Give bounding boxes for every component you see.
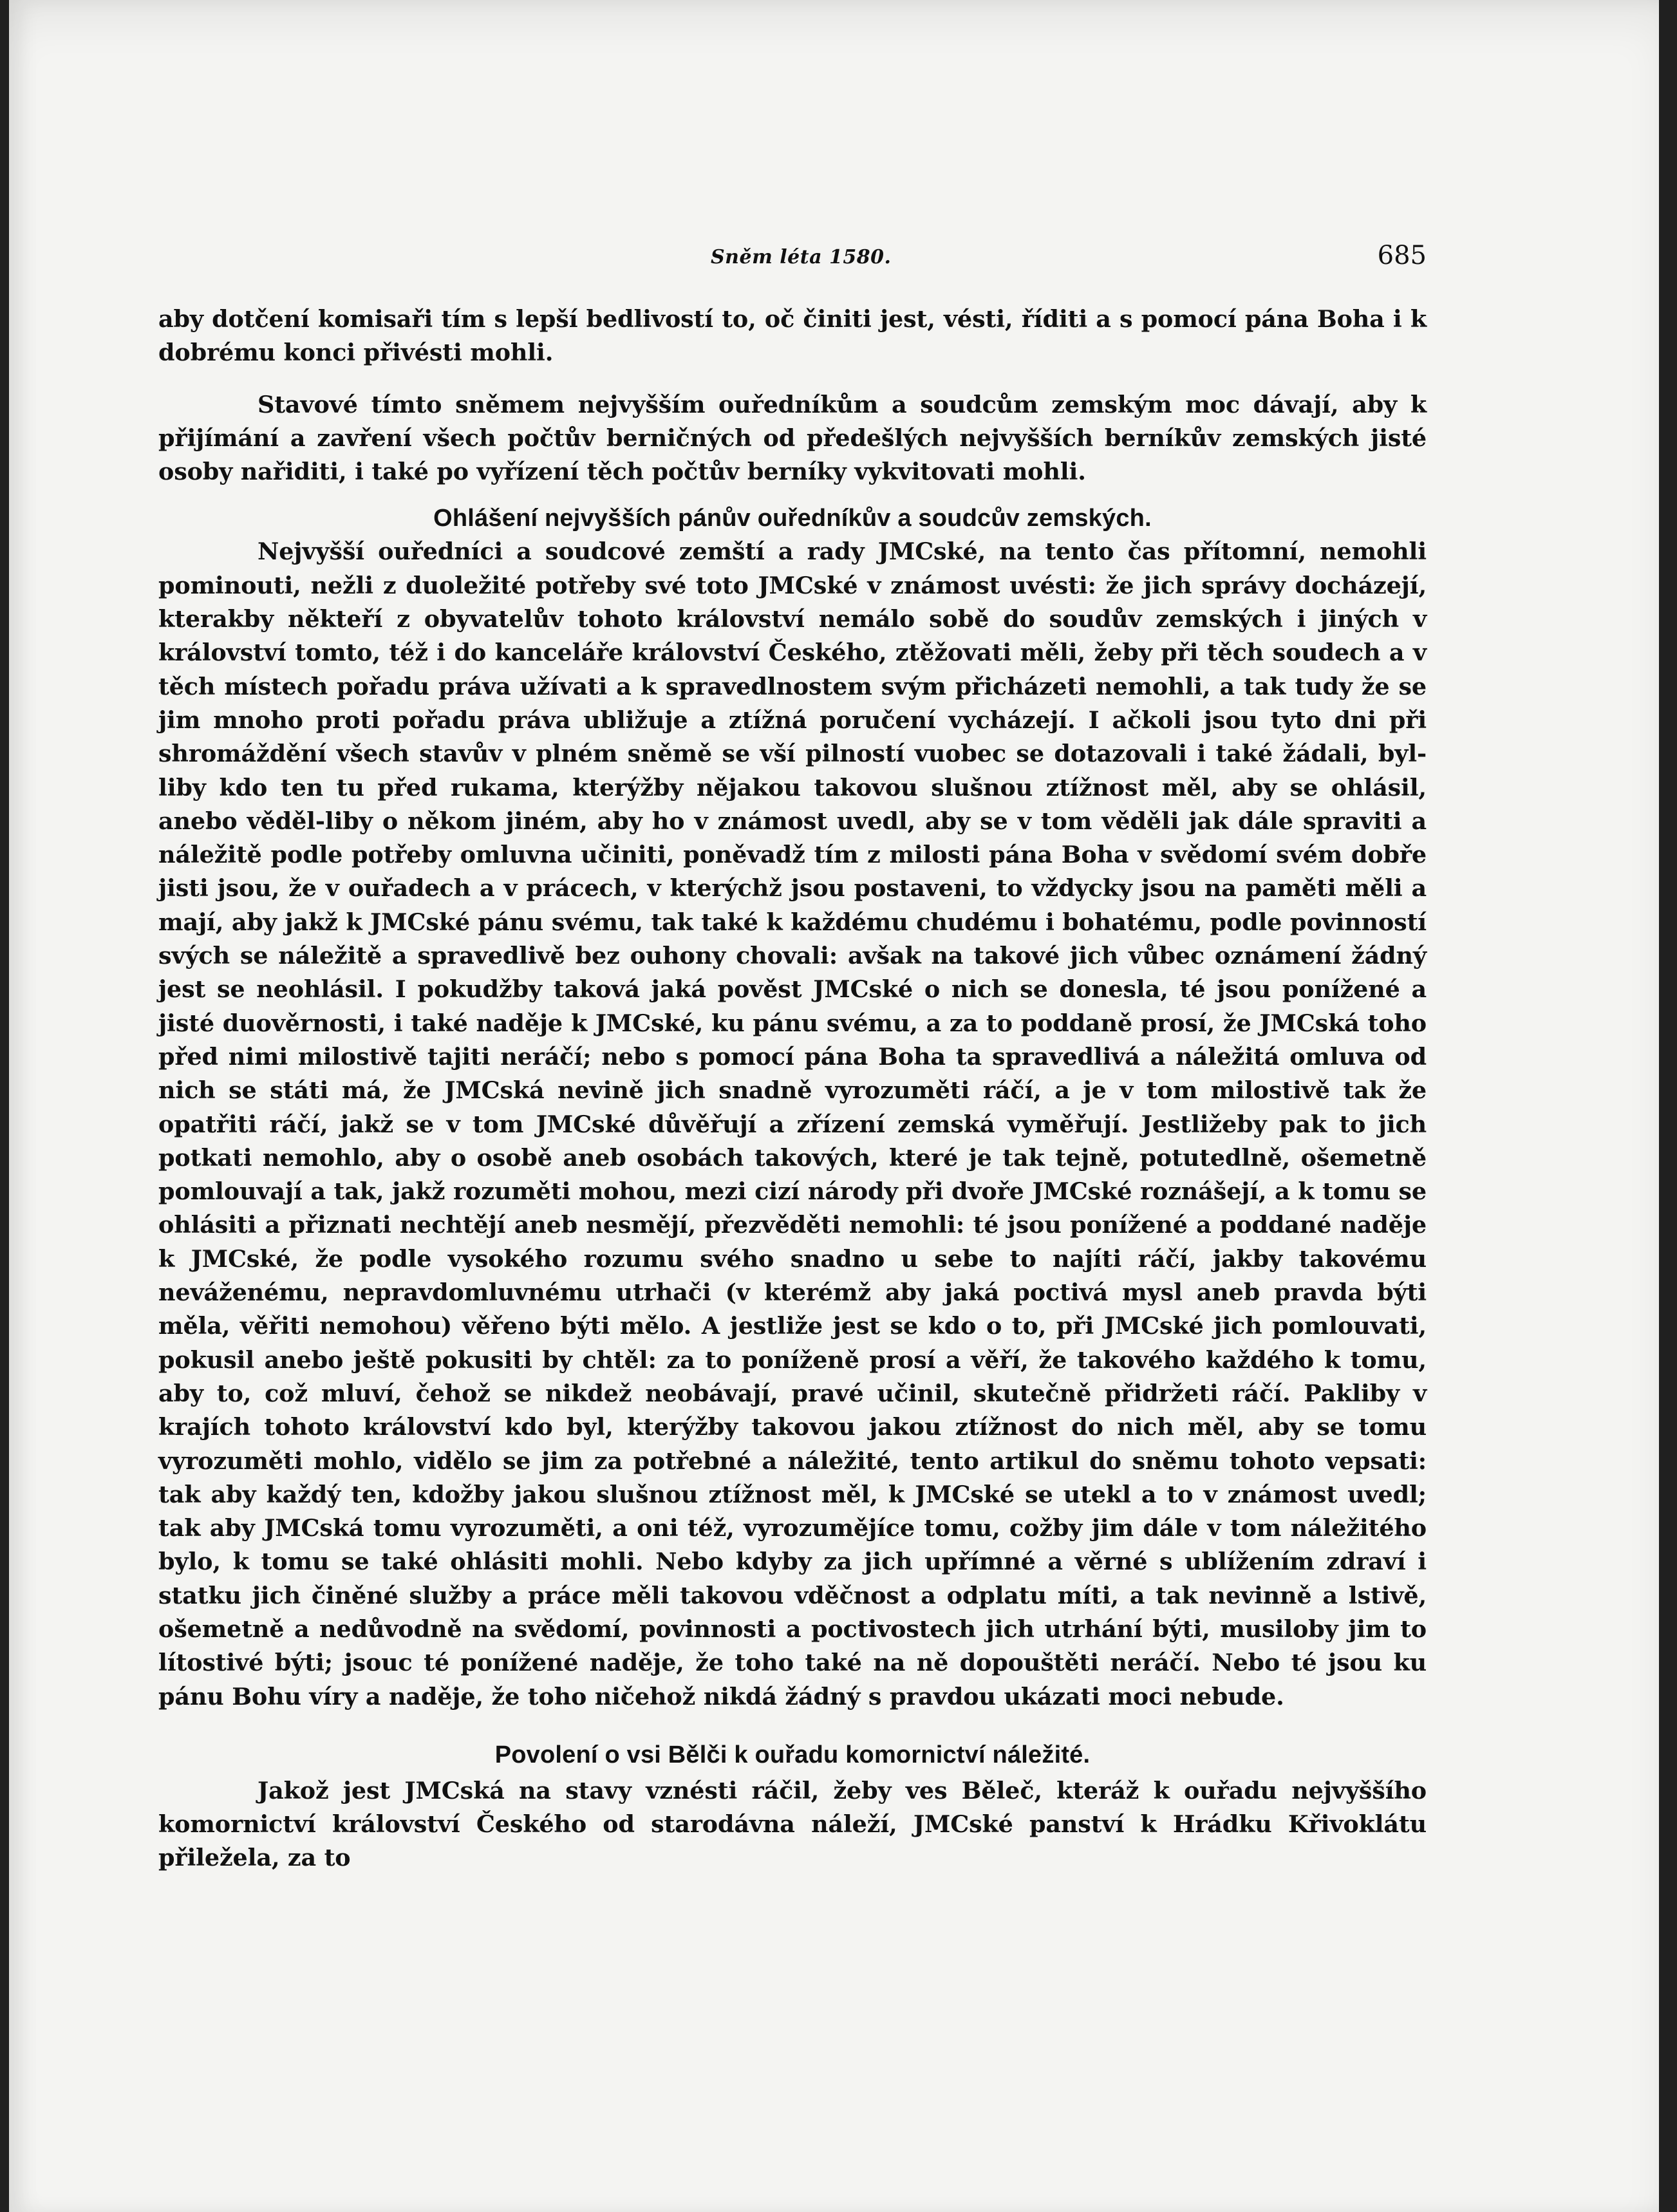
paragraph-accounts: Stavové tímto sněmem nejvyšším ouředníkům a soudcům zemským moc dávají, aby k přijímání a zavření všech počtův berničných od předešlých nejvyšších berníkův zemských jisté osoby nařiditi, i také po vyřízení těch počtův berníky vykvitovati mohli. xyxy=(158,390,1427,486)
paragraph-continuation: aby dotčení komisaři tím s lepší bedlivostí to, oč činiti jest, vésti, říditi a s pomocí pána Boha i k dobrému konci přivésti mohli. xyxy=(158,305,1427,367)
page-number: 685 xyxy=(1377,241,1427,270)
running-header xyxy=(158,238,1427,277)
document-page xyxy=(9,0,1659,2212)
scan-edge-left xyxy=(0,0,9,2212)
running-title: Sněm léta 1580. xyxy=(711,246,892,268)
section-heading-povoleni: Povolení o vsi Bělči k ouřadu komornictví náležité. xyxy=(494,1741,1091,1768)
scan-edge-right xyxy=(1659,0,1677,2212)
page-content xyxy=(158,238,1427,1875)
paragraph-povoleni: Jakož jest JMCská na stavy vznésti ráčil, žeby ves Běleč, kteráž k ouřadu nejvyššího komornictví království Českého od starodávna náleží, JMCské panství k Hrádku Křivoklátu přiležela, za to xyxy=(158,1776,1427,1872)
paragraph-ohlaseni: Nejvyšší ouředníci a soudcové zemští a rady JMCské, na tento čas přítomní, nemohli pominouti, nežli z duoležité potřeby své toto JMCské v známost uvésti: že jich správy docházejí, kterakby někteří z obyvatelův tohoto království nemálo sobě do soudův zemských i jiných v království tomto, též i do kanceláře království Českého, ztěžovati měli, žeby při těch soudech a v těch místech pořadu práva užívati a k spravedlnostem svým přicházeti nemohli, a tak tudy že se jim mnoho proti pořadu práva ubližuje a ztížná poručení vycházejí. I ačkoli jsou tyto dni při shromáždění všech stavův v plném sněmě se vší pilností vuobec se dotazovali i také žádali, byl-liby kdo ten tu před rukama, kterýžby nějakou takovou slušnou ztížnost měl, aby se ohlásil, anebo věděl-liby o někom jiném, aby ho v známost uvedl, aby se v tom věděli jak dále spraviti a náležitě podle potřeby omluvna učiniti, poněvadž tím z milosti pána Boha v svědomí svém dobře jisti jsou, že v ouřadech a v prácech, v kterýchž jsou postaveni, to vždycky jsou na paměti měli a mají, aby jakž k JMCské pánu svému, tak také k každému chudému i bohatému, podle povinností svých se náležitě a spravedlivě bez ouhony chovali: avšak na takové jich vůbec oznámení žádný jest se neohlásil. I pokudžby taková jaká pověst JMCské o nich se donesla, té jsou ponížené a jisté duověrnosti, i také naděje k JMCské, ku pánu svému, a za to poddaně prosí, že JMCská toho před nimi milostivě tajiti neráčí; nebo s pomocí pána Boha ta spravedlivá a náležitá omluva od nich se státi má, že JMCská nevině jich snadně vyrozuměti ráčí, a je v tom milostivě tak že opatřiti ráčí, jakž se v tom JMCské důvěřují a zřízení zemská vyměřují. Jestližeby pak to jich potkati nemohlo, aby o osobě aneb osobách takových, které je tak tejně, potutedlně, ošemetně pomlouvají a tak, jakž rozuměti mohou, mezi cizí národy při dvoře JMCské roznášejí, a k tomu se ohlásiti a přiznati nechtějí aneb nesmějí, přezvěděti nemohli: té jsou ponížené a poddané naděje k JMCské, že podle vysokého rozumu svého snadno u sebe to najíti ráčí, jakby takovému neváženému, nepravdomluvnému utrhači (v kterémž aby jaká poctivá mysl aneb pravda býti měla, věřiti nemohou) věřeno býti mělo. A jestliže jest se kdo o to, při JMCské jich pomlouvati, pokusil anebo ještě pokusiti by chtěl: za to poníženě prosí a věří, že takového každého k tomu, aby to, což mluví, čehož se nikdež neobávají, pravé učinil, skutečně přidržeti ráčí. Pakliby v krajích tohoto království kdo byl, kterýžby takovou jakou ztížnost do nich měl, aby se tomu vyrozuměti mohlo, vidělo se jim za potřebné a náležité, tento artikul do sněmu tohoto vepsati: tak aby každý ten, kdožby jakou slušnou ztížnost měl, k JMCské se utekl a to v známost uvedl; tak aby JMCská tomu vyrozuměti, a oni též, vyrozumějíce tomu, cožby jim dále v tom náležitého bylo, k tomu se také ohlásiti mohli. Nebo kdyby za jich upřímné a věrné s ublížením zdraví i statku jich činěné služby a práce měli takovou vděčnost a odplatu míti, a tak nevinně a lstivě, ošemetně a nedůvodně na svědomí, povinnosti a poctivostech jich utrhání býti, musiloby jim to lítostivé býti; jsouc té ponížené naděje, že toho také na ně dopouštěti neráčí. Nebo té jsou ku pánu Bohu víry a naděje, že toho ničehož nikdá žádný s pravdou ukázati moci nebude. xyxy=(158,538,1427,1711)
section-heading-ohlaseni: Ohlášení nejvyšších pánův ouředníkův a soudcův zemských. xyxy=(433,505,1152,532)
